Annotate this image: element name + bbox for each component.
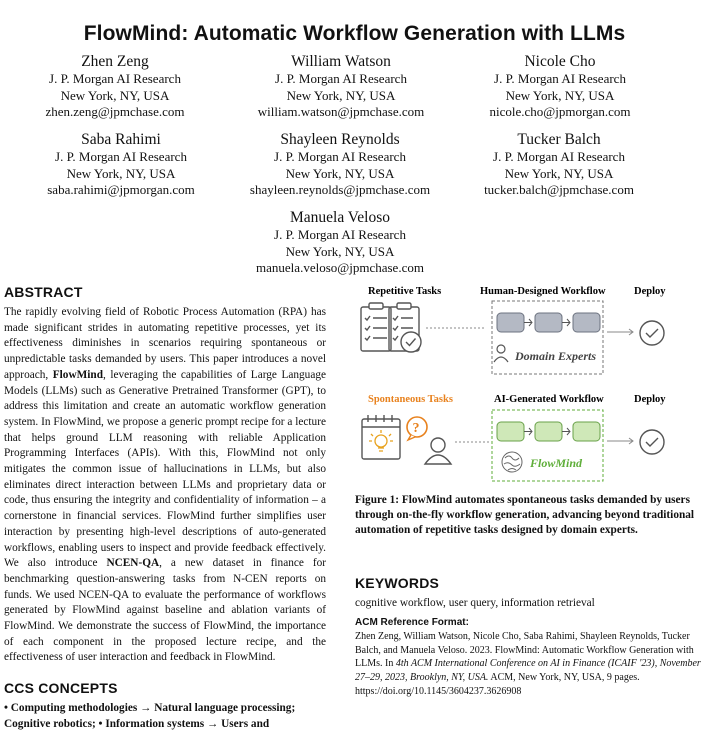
author-email[interactable]: tucker.balch@jpmchase.com [484,182,634,197]
author-location: New York, NY, USA [285,243,395,259]
domain-experts-label: Domain Experts [515,349,597,363]
keywords-text: cognitive workflow, user query, information retrieval [355,597,595,609]
check-badge-icon [401,332,421,352]
abstract-bold: NCEN-QA [106,557,160,570]
author-card [225,208,455,277]
acm-reference-text [355,630,705,699]
author-name: Saba Rahimi [81,131,161,148]
author-name: William Watson [291,53,391,70]
spontaneous-tasks-label: Spontaneous Tasks [368,394,453,405]
ai-workflow-label: AI-Generated Workflow [494,394,604,405]
author-name: Nicole Cho [524,53,596,70]
keywords-heading: KEYWORDS [355,575,440,591]
brain-icon [502,452,522,472]
lightbulb-icon [369,430,393,451]
author-email[interactable]: shayleen.reynolds@jpmchase.com [249,182,431,197]
author-location: New York, NY, USA [505,87,615,103]
ccs-heading: CCS CONCEPTS [4,680,118,697]
acm-venue: 4th ACM International Conference on AI in Finance (ICAIF '23), November 27–29, 2023, Brooklyn, NY, USA. [355,658,701,684]
deploy-label: Deploy [634,394,666,405]
left-column [4,284,326,733]
workflow-step [497,422,524,441]
author-email[interactable]: nicole.cho@jpmorgan.com [489,104,631,119]
author-org: J. P. Morgan AI Research [49,71,181,86]
paper-title: FlowMind: Automatic Workflow Generation with LLMs [83,22,626,45]
abstract-body [4,305,326,666]
author-name: Manuela Veloso [289,209,391,226]
user-icon [494,345,508,362]
abstract-text: , a new dataset in finance for benchmarking question-answering tasks from N-CEN reports on funds. We used NCEN-QA to evaluate the performance of workflows generated by FlowMind against baseline and ablation variants of FlowMind. We demonstrate the success of FlowMind, the importance of each component in the proposed lecture recipe, and the effectiveness of user interaction and feedback in FlowMind. [4,557,326,664]
author-email[interactable]: william.watson@jpmchase.com [257,104,425,119]
author-location: New York, NY, USA [504,165,614,181]
author-org: J. P. Morgan AI Research [274,149,406,164]
author-location: New York, NY, USA [60,87,170,103]
author-name: Tucker Balch [517,131,601,148]
workflow-step [535,313,562,332]
author-card [445,52,675,121]
author-org: J. P. Morgan AI Research [494,71,626,86]
acm-reference-heading: ACM Reference Format: [355,617,469,628]
abstract-heading: ABSTRACT [4,284,83,300]
author-card [225,130,455,199]
deploy-check-icon [640,321,664,345]
question-bubble-icon [407,417,427,440]
author-card [444,130,674,199]
author-email[interactable]: saba.rahimi@jpmorgan.com [47,182,195,197]
acm-text: Zhen Zeng, William Watson, Nicole Cho, Saba Rahimi, Shayleen Reynolds, Tucker Balch, and Manuela Veloso. 2023. FlowMind: Automatic Workflow Generation with LLMs. In [355,631,694,670]
ccs-text: • Computing methodologies → Natural language processing; Cognitive robotics; • Information systems → Users and [4,702,296,730]
figure-caption: Figure 1: FlowMind automates spontaneous tasks demanded by users through on-the-fly workflow generation, advancing beyond traditional automation of repetitive tasks designed by domain experts. [355,494,695,536]
workflow-step [573,422,600,441]
deploy-check-icon [640,430,664,454]
ai-workflow-box [492,410,603,481]
workflow-step [497,313,524,332]
author-org: J. P. Morgan AI Research [493,149,625,164]
human-workflow-label: Human-Designed Workflow [480,286,606,297]
repetitive-tasks-label: Repetitive Tasks [368,286,442,297]
author-org: J. P. Morgan AI Research [55,149,187,164]
workflow-step [573,313,600,332]
author-name: Zhen Zeng [81,53,149,70]
author-name: Shayleen Reynolds [280,131,400,148]
svg-text:?: ? [412,421,420,436]
author-card [6,130,236,199]
author-card [226,52,456,121]
calendar-icon [362,415,400,459]
author-card [0,52,230,121]
flowmind-label: FlowMind [530,456,583,470]
deploy-label: Deploy [634,286,666,297]
author-org: J. P. Morgan AI Research [274,227,406,242]
author-email[interactable]: manuela.veloso@jpmchase.com [256,260,424,275]
acm-text: ACM, New York, NY, USA, 9 pages. https://doi.org/10.1145/3604237.3626908 [355,672,640,697]
abstract-bold: FlowMind [52,368,103,381]
author-email[interactable]: zhen.zeng@jpmchase.com [45,104,185,119]
author-location: New York, NY, USA [66,165,176,181]
abstract-text: , leveraging the capabilities of Large Language Models (LLMs) such as Generative Pretrained Transformer (GPT), to address this limitation and create an automatic workflow generation system. In FlowMind, we propose a generic prompt recipe for a lecture that helps ground LLM reasoning with reliable Application Programming Interfaces (APIs). With this, FlowMind not only mitigates the common issue of hallucinations in LLMs, but also eliminates direct interaction between LLMs and proprietary data or code, thus ensuring the integrity and confidentiality of information – a cornerstone in financial services. FlowMind further simplifies user interaction by presenting high-level descriptions of auto-generated workflows, enabling users to inspect and provide feedback effectively. We also introduce [4,368,327,570]
human-workflow-box [492,301,603,374]
user-icon [425,438,451,464]
author-location: New York, NY, USA [285,165,395,181]
author-location: New York, NY, USA [286,87,396,103]
figure-1 [355,282,705,484]
abstract-text: The rapidly evolving field of Robotic Process Automation (RPA) has made significant strides in automating repetitive processes, yet its effectiveness diminishes in scenarios requiring spontaneous or unpredictable tasks demanded by users. This paper introduces a novel approach, [4,306,326,381]
author-org: J. P. Morgan AI Research [275,71,407,86]
workflow-step [535,422,562,441]
